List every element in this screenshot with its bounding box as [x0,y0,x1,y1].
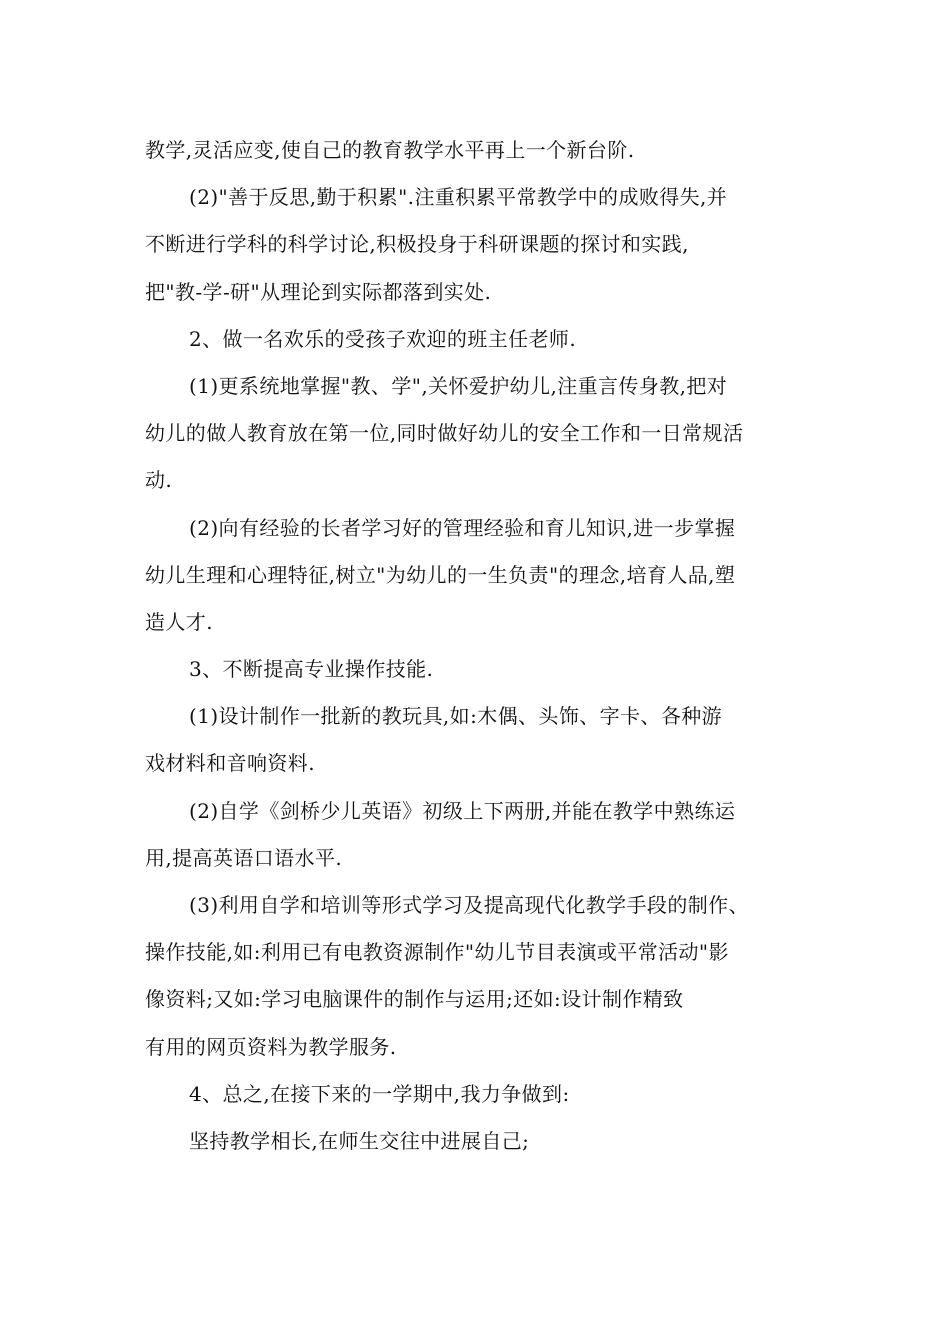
text-line-2: (2)"善于反思,勤于积累".注重积累平常教学中的成败得失,并 [189,185,728,210]
text-line-11: 造人才. [145,609,213,634]
text-line-10: 幼儿生理和心理特征,树立"为幼儿的一生负责"的理念,培育人品,塑 [145,562,736,587]
text-line-21: 4、总之,在接下来的一学期中,我力争做到: [189,1081,570,1106]
text-line-17: (3)利用自学和培训等形式学习及提高现代化教学手段的制作、 [189,893,749,917]
text-line-1: 教学,灵活应变,使自己的教育教学水平再上一个新台阶. [145,138,635,162]
text-line-19: 像资料;又如:学习电脑课件的制作与运用;还如:设计制作精致 [145,987,684,1012]
text-line-9: (2)向有经验的长者学习好的管理经验和育儿知识,进一步掌握 [189,515,736,540]
text-line-4: 把"教-学-研"从理论到实际都落到实处. [145,279,492,304]
text-line-7: 幼儿的做人教育放在第一位,同时做好幼儿的安全工作和一日常规活 [145,421,744,446]
text-line-16: 用,提高英语口语水平. [145,845,343,870]
text-line-20: 有用的网页资料为教学服务. [145,1034,397,1059]
text-line-6: (1)更系统地掌握"教、学",关怀爱护幼儿,注重言传身教,把对 [189,373,728,398]
text-line-14: 戏材料和音响资料. [145,751,315,776]
document-body [145,127,810,1165]
text-line-18: 操作技能,如:利用已有电教资源制作"幼儿节目表演或平常活动"影 [145,940,729,965]
text-line-12: 3、不断提高专业操作技能. [189,657,434,682]
text-line-8: 动. [145,468,173,493]
text-line-22: 坚持教学相长,在师生交往中进展自己; [189,1128,530,1153]
text-line-3: 不断进行学科的科学讨论,积极投身于科研课题的探讨和实践, [145,232,689,257]
text-line-15: (2)自学《剑桥少儿英语》初级上下两册,并能在教学中熟练运 [189,798,736,823]
text-line-5: 2、做一名欢乐的受孩子欢迎的班主任老师. [189,326,577,351]
text-line-13: (1)设计制作一批新的教玩具,如:木偶、头饰、字卡、各种游 [189,704,723,729]
